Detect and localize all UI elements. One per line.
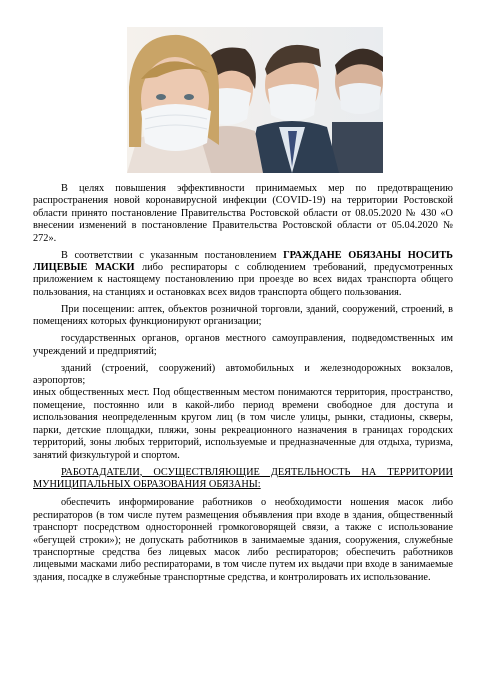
- document-body: [33, 183, 453, 589]
- employers-heading: РАБОТАДАТЕЛИ, ОСУЩЕСТВЛЯЮЩИЕ ДЕЯТЕЛЬНОСТЬ НА ТЕРРИТОРИИ МУНИЦИПАЛЬНЫХ ОБРАЗОВАНИЯ ОБЯЗАНЫ:: [33, 466, 453, 490]
- paragraph-employers-duties: обеспечить информирование работников о необходимости ношения масок либо респираторов (в том числе путем размещения объявления при входе в здания, общественный транспорт посредством односторонней громкоговорящей связи, а также с использование «бегущей строки»); не допускать работников в занимаемые здания, сооружения, служебные транспортные средства без лицевых масок либо респираторов; обеспечить работников лицевыми масками либо респираторами, в том числе путем их выдачи при входе в занимаемые здания, посадке в служебные транспортные средства, и контролировать их использование.: [33, 497, 453, 583]
- paragraph-intro: В целях повышения эффективности принимаемых мер по предотвращению распространения новой коронавирусной инфекции (COVID-19) на территории Ростовской области принято постановление Правительства Ростовской области от 08.05.2020 № 430 «О внесении изменений в постановление Правительства Ростовской области от 05.04.2020 № 272».: [33, 183, 453, 244]
- people-in-masks-photo: [127, 27, 383, 173]
- paragraph-visiting: При посещении: аптек, объектов розничной торговли, зданий, сооружений, строений, в помещениях которых функционируют организации;: [33, 303, 453, 328]
- people-in-masks-illustration: [127, 27, 383, 173]
- masks-obligation-bold: ГРАЖДАНЕ ОБЯЗАНЫ НОСИТЬ ЛИЦЕВЫЕ МАСКИ: [33, 249, 453, 274]
- paragraph-public-places: иных общественных мест. Под общественным местом понимаются территория, пространство, помещение, постоянно или в какой-либо период времени свободное для доступа и использования неопределенным кругом лиц (в том числе улицы, рынки, стадионы, скверы, парки, детские площадки, пляжи, зоны рекреационного назначения в границах городских территорий, зоны любых территорий, используемые и предназначенные для отдыха, туризма, занятий физкультурой и спортом.: [33, 387, 453, 461]
- paragraph-masks-start: В соответствии с указанным постановлением: [61, 249, 284, 261]
- paragraph-stations: зданий (строений, сооружений) автомобильных и железнодорожных вокзалов, аэропортов;: [33, 362, 453, 387]
- paragraph-masks-end: либо респираторы с соблюдением требований, предусмотренных приложением к настоящему постановлению при проезде во всех видах транспорта общего пользования, на станциях и остановках всех видов транспорта общего пользования.: [33, 262, 453, 298]
- paragraph-government: государственных органов, органов местного самоуправления, подведомственных им учреждений и предприятий;: [33, 333, 453, 357]
- paragraph-masks-obligation: [33, 250, 453, 300]
